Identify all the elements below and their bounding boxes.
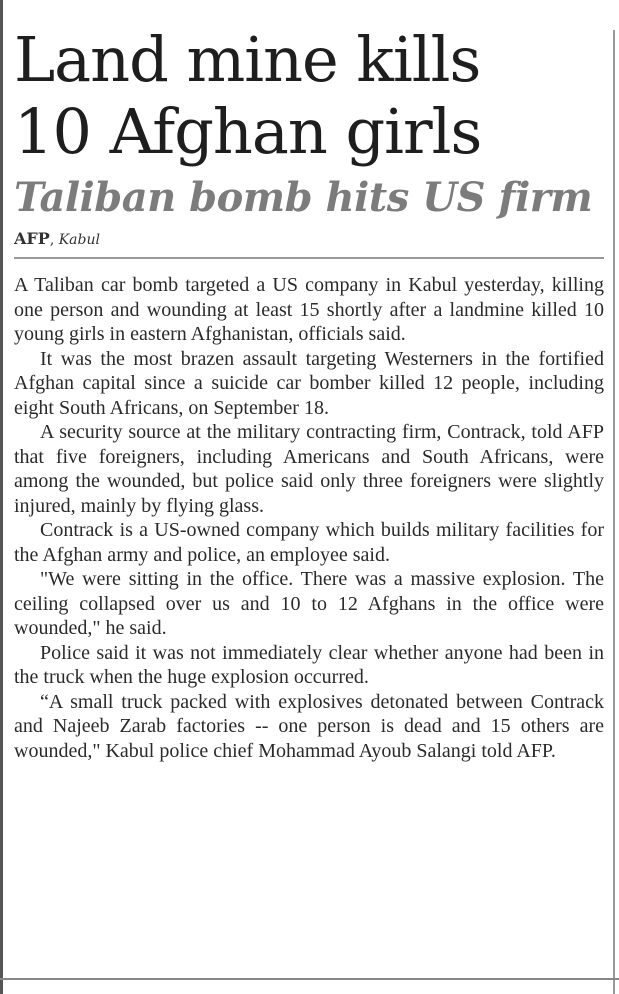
paragraph-7: “A small truck packed with explosives detonated between Contrack and Najeeb Zarab factories -- one person is dead and 15 others are wounded," Kabul police chief Mohammad Ayoub Salangi told AFP. (14, 690, 604, 762)
subheadline: Taliban bomb hits US firm (14, 174, 593, 221)
left-column-rule (0, 0, 3, 994)
paragraph-5: "We were sitting in the office. There was a massive explosion. The ceiling collapsed over us and 10 to 12 Afghans in the office were wounded," he said. (14, 568, 604, 639)
bottom-rule (0, 978, 619, 980)
paragraph-4: Contrack is a US-owned company which builds military facilities for the Afghan army and police, an employee said. (14, 519, 604, 566)
headline-line-2: 10 Afghan girls (14, 95, 482, 168)
byline-separator: , (49, 232, 55, 248)
byline (14, 230, 604, 259)
headline (14, 24, 604, 168)
paragraph-2: It was the most brazen assault targeting Westerners in the fortified Afghan capital since a suicide car bomber killed 12 people, including eight South Africans, on September 18. (14, 347, 604, 419)
article-body (14, 273, 604, 763)
byline-dateline: Kabul (58, 232, 100, 248)
right-column-rule (613, 30, 615, 994)
headline-line-1: Land mine kills (14, 23, 481, 96)
paragraph-3: A security source at the military contracting firm, Contrack, told AFP that five foreigners, including Americans and South Africans, were among the wounded, but police said only three foreigners were slightly injured, mainly by flying glass. (14, 421, 604, 517)
byline-agency: AFP (14, 229, 50, 248)
paragraph-6: Police said it was not immediately clear whether anyone had been in the truck when the huge explosion occurred. (14, 641, 604, 688)
news-article (14, 24, 604, 763)
paragraph-1: A Taliban car bomb targeted a US company in Kabul yesterday, killing one person and wounding at least 15 shortly after a landmine killed 10 young girls in eastern Afghanistan, officials said. (14, 274, 604, 345)
